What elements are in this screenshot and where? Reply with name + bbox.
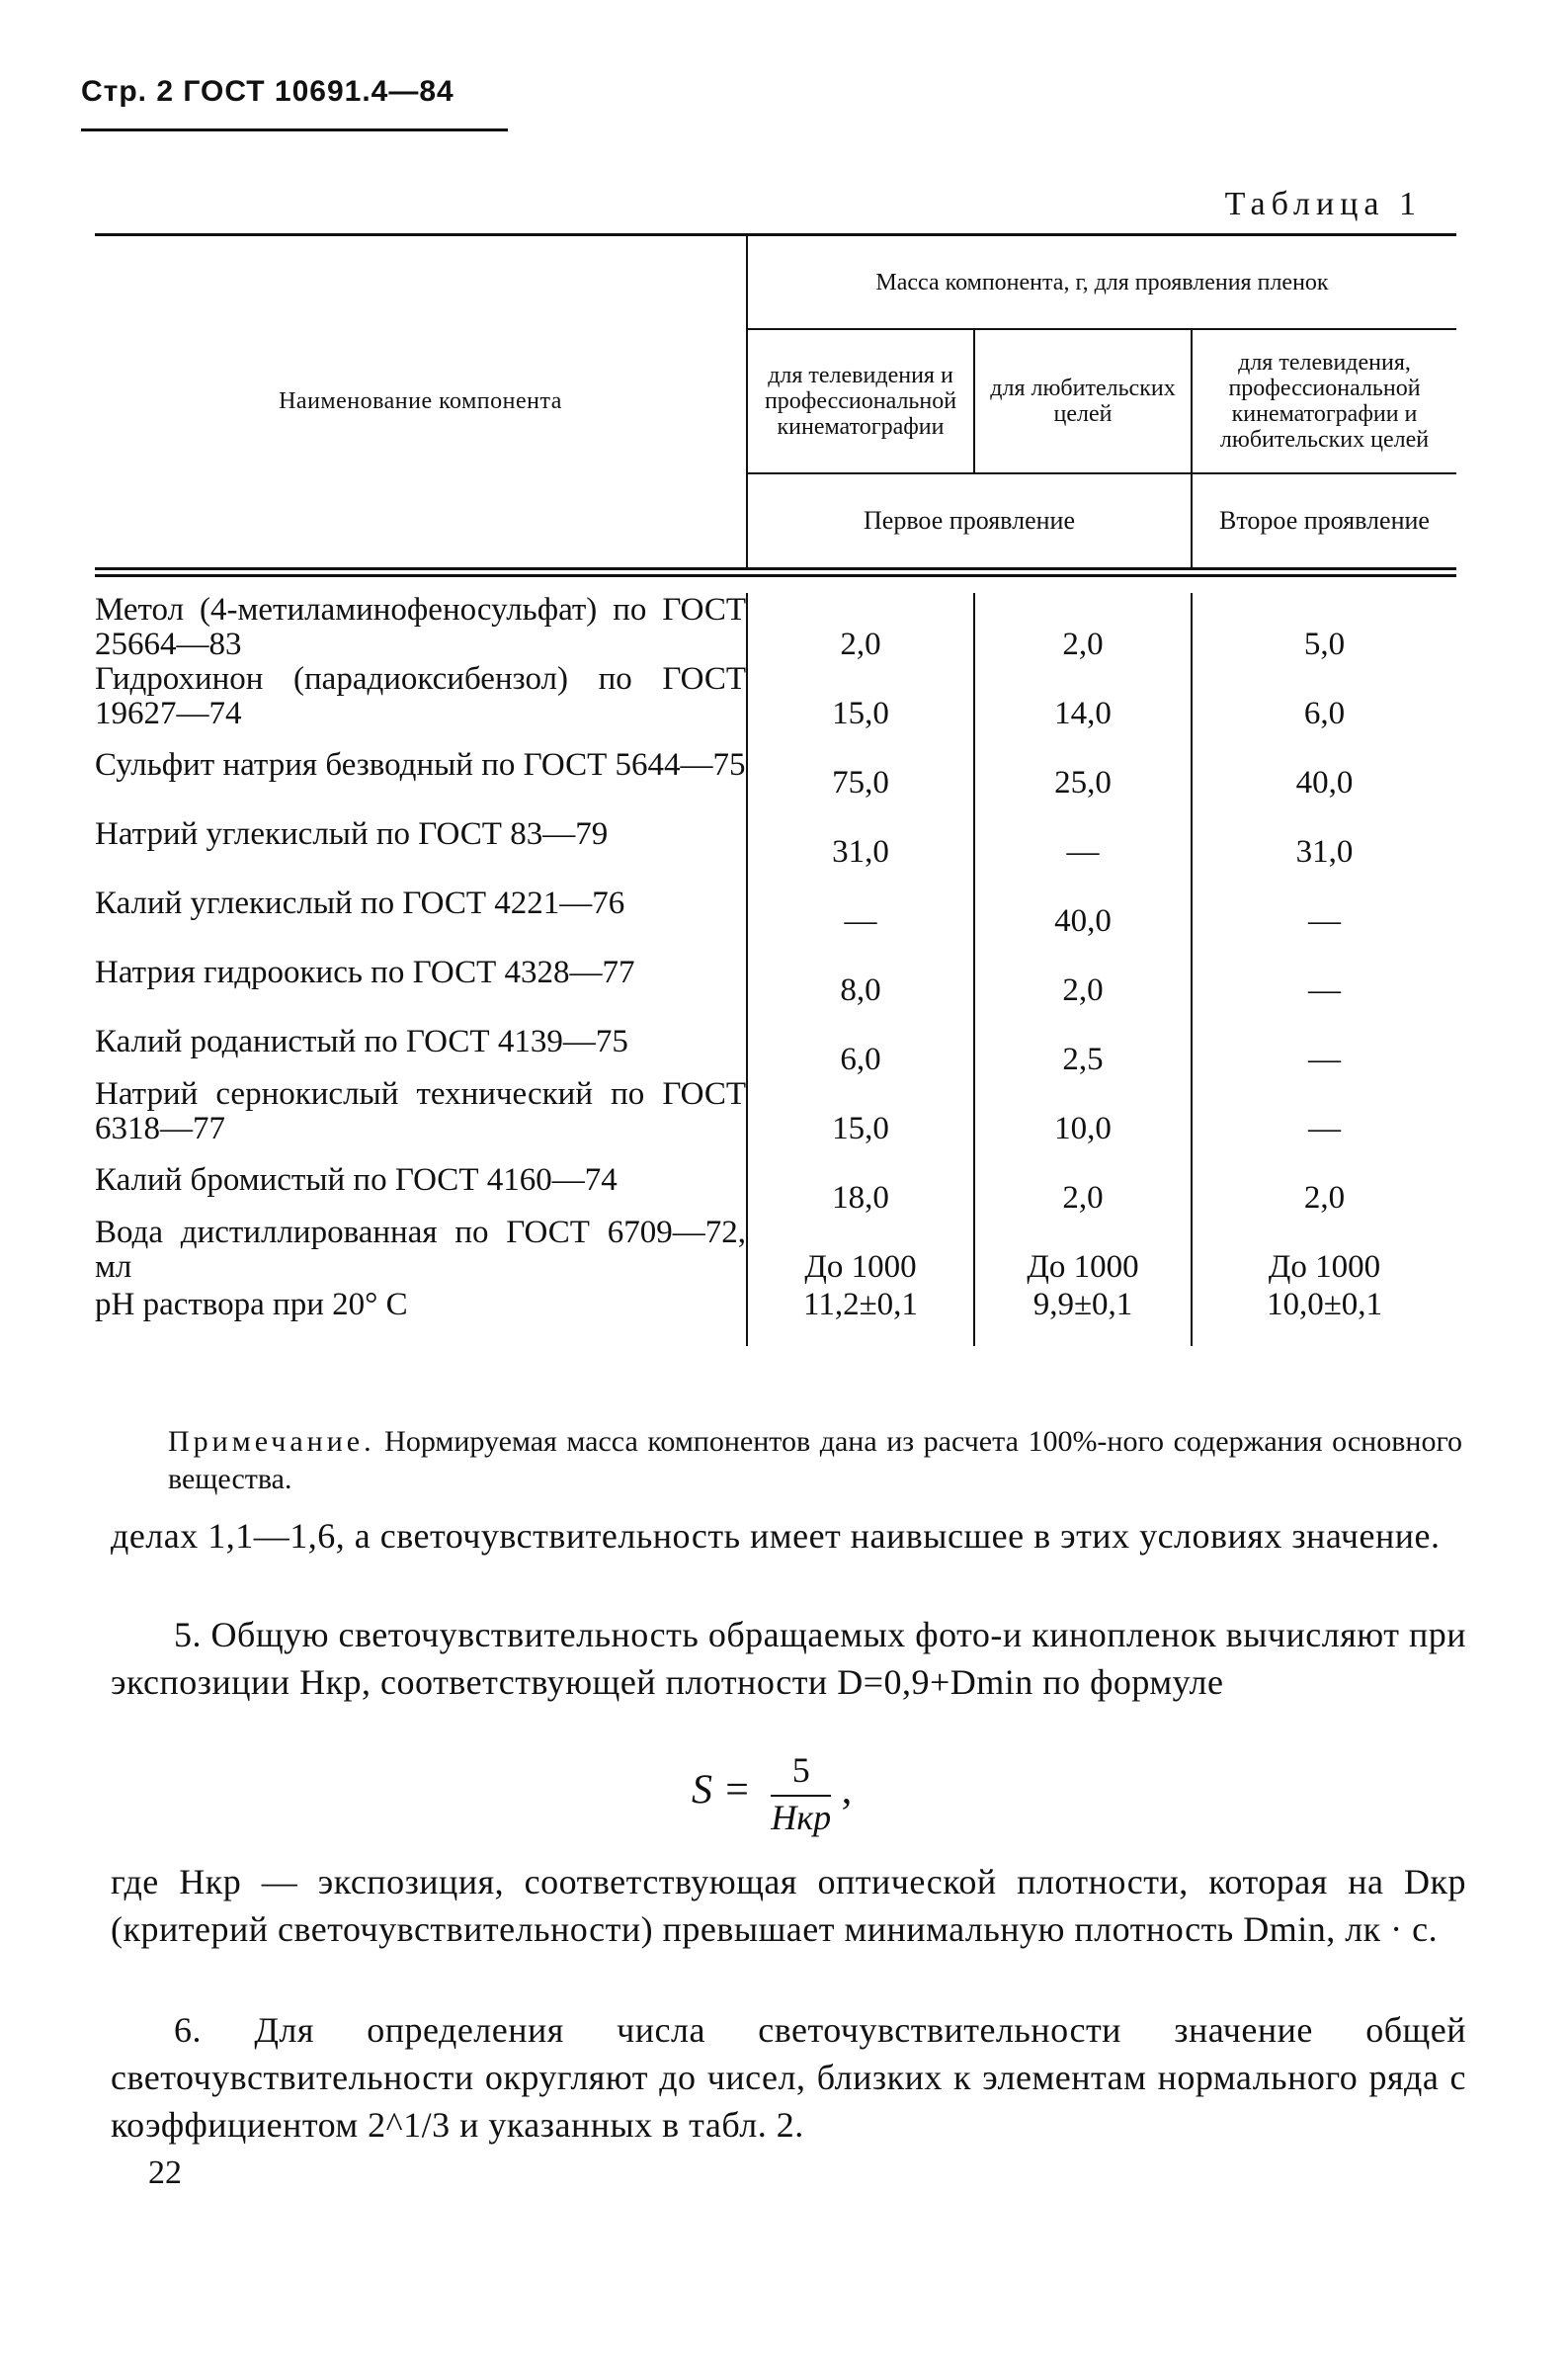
paragraph-definition: где Hкр — экспозиция, соответствующая оптической плотности, которая на Dкр (критерий светочувствительности) превышает минимальную плотность Dmin, лк · с. (111, 1862, 1466, 1949)
components-table (95, 233, 1456, 1346)
value-col2: 2,0 (974, 593, 1192, 662)
table-row (95, 662, 1456, 731)
value-col1: 8,0 (747, 939, 974, 1008)
paragraph-continuation: делах 1,1—1,6, а светочувствительность имеет наивысшее в этих условиях значение. (111, 1516, 1441, 1556)
component-name: pH раствора при 20° С (95, 1287, 408, 1322)
formula-denominator: Hкр (771, 1798, 832, 1837)
note-text: Нормируемая масса компонентов дана из расчета 100%-ного содержания основного вещества. (168, 1425, 1463, 1495)
value-col3: 40,0 (1192, 731, 1456, 801)
formula-lhs: S = (692, 1767, 751, 1814)
page-header: Стр. 2 ГОСТ 10691.4—84 (81, 75, 454, 108)
component-name: Метол (4-метиламинофеносульфат) по ГОСТ 25664—83 (95, 591, 746, 662)
subheader-all: для телевидения, профессиональной кинематографии и любительских целей (1192, 329, 1456, 473)
component-name: Калий бромистый по ГОСТ 4160—74 (95, 1162, 618, 1198)
value-col2: 2,0 (974, 1146, 1192, 1216)
table-row (95, 1216, 1456, 1285)
table-row (95, 1077, 1456, 1146)
component-name: Калий углекислый по ГОСТ 4221—76 (95, 886, 625, 921)
value-col2: 9,9±0,1 (974, 1285, 1192, 1326)
table-row (95, 731, 1456, 801)
value-col1: — (747, 870, 974, 939)
value-col3: До 1000 (1192, 1216, 1456, 1285)
value-col2: 10,0 (974, 1077, 1192, 1146)
table-caption: Таблица 1 (1224, 186, 1422, 222)
component-name: Сульфит натрия безводный по ГОСТ 5644—75 (95, 747, 746, 783)
component-name: Натрия гидроокись по ГОСТ 4328—77 (95, 955, 635, 990)
table-row (95, 1146, 1456, 1216)
subheader-tv-pro: для телевидения и профессиональной кинематографии (747, 329, 974, 473)
second-development-header: Второе проявление (1192, 473, 1456, 568)
value-col1: 31,0 (747, 801, 974, 870)
component-name: Гидрохинон (парадиоксибензол) по ГОСТ 19627—74 (95, 660, 746, 731)
value-col2: 40,0 (974, 870, 1192, 939)
value-col3: 6,0 (1192, 662, 1456, 731)
formula-tail: , (841, 1767, 853, 1814)
value-col3: — (1192, 1077, 1456, 1146)
value-col1: До 1000 (747, 1216, 974, 1285)
value-col2: 25,0 (974, 731, 1192, 801)
value-col2: 14,0 (974, 662, 1192, 731)
value-col3: — (1192, 1008, 1456, 1077)
column-header-name: Наименование компонента (279, 387, 562, 414)
value-col1: 18,0 (747, 1146, 974, 1216)
header-rule (81, 128, 508, 131)
subheader-amateur: для любительских целей (974, 329, 1192, 473)
value-col2: 2,0 (974, 939, 1192, 1008)
value-col3: — (1192, 939, 1456, 1008)
value-col1: 11,2±0,1 (747, 1285, 974, 1326)
value-col1: 15,0 (747, 1077, 974, 1146)
formula-fraction (771, 1749, 831, 1838)
sensitivity-formula (692, 1749, 852, 1838)
value-col1: 75,0 (747, 731, 974, 801)
value-col1: 15,0 (747, 662, 974, 731)
table-row (95, 1285, 1456, 1326)
value-col2: 2,5 (974, 1008, 1192, 1077)
page-number: 22 (148, 2154, 182, 2191)
table-row (95, 801, 1456, 870)
table-row (95, 939, 1456, 1008)
value-col3: — (1192, 870, 1456, 939)
value-col2: — (974, 801, 1192, 870)
value-col3: 2,0 (1192, 1146, 1456, 1216)
table-row (95, 870, 1456, 939)
value-col3: 31,0 (1192, 801, 1456, 870)
component-name: Калий роданистый по ГОСТ 4139—75 (95, 1024, 628, 1059)
column-group-header: Масса компонента, г, для проявления пленок (747, 236, 1456, 329)
value-col3: 5,0 (1192, 593, 1456, 662)
table-row (95, 1008, 1456, 1077)
paragraph-5: 5. Общую светочувствительность обращаемых фото-и кинопленок вычисляют при экспозиции Hкр, соответствующей плотности D=0,9+Dmin по формуле (111, 1615, 1466, 1702)
table-row (95, 593, 1456, 662)
value-col2: До 1000 (974, 1216, 1192, 1285)
value-col1: 6,0 (747, 1008, 974, 1077)
value-col3: 10,0±0,1 (1192, 1285, 1456, 1326)
component-name: Вода дистиллированная по ГОСТ 6709—72, мл (95, 1214, 746, 1285)
first-development-header: Первое проявление (747, 473, 1192, 568)
component-name: Натрий углекислый по ГОСТ 83—79 (95, 816, 609, 852)
formula-numerator: 5 (771, 1749, 831, 1797)
table-note (168, 1423, 1462, 1498)
component-name: Натрий сернокислый технический по ГОСТ 6318—77 (95, 1075, 746, 1146)
value-col1: 2,0 (747, 593, 974, 662)
note-label: Примечание. (168, 1425, 375, 1458)
paragraph-6: 6. Для определения числа светочувствительности значение общей светочувствительности округляют до чисел, близких к элементам нормального ряда с коэффициентом 2^1/3 и указанных в табл. 2. (111, 2010, 1466, 2145)
